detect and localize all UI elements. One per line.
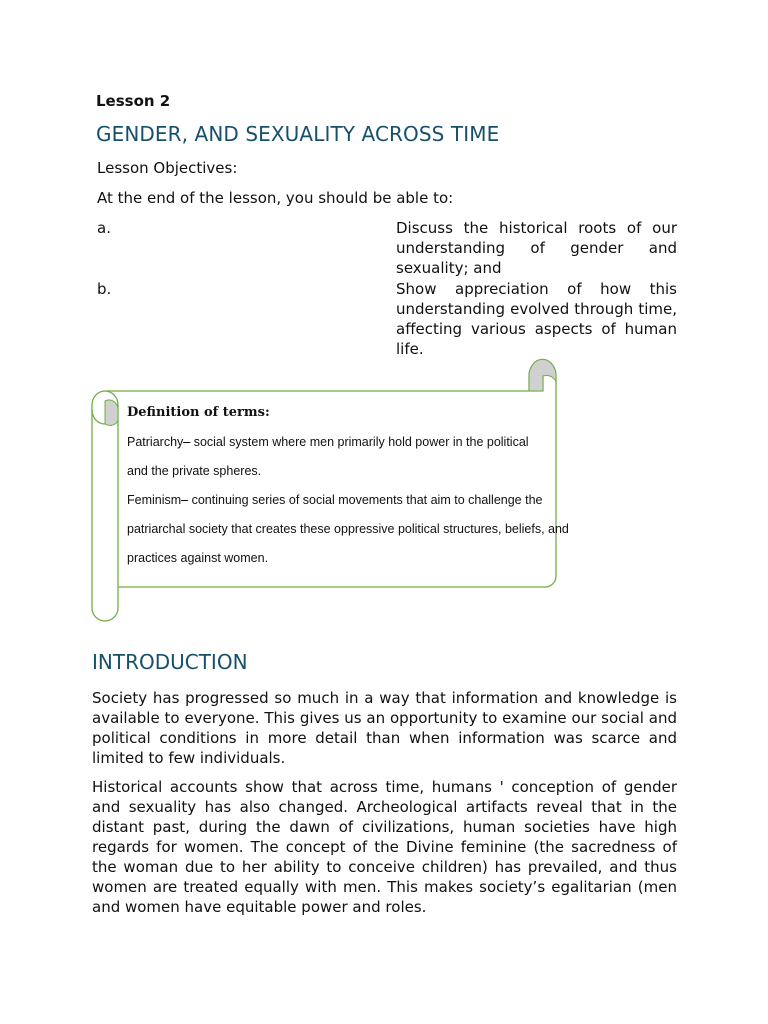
- lesson-label: Lesson 2: [96, 92, 171, 110]
- introduction-heading: INTRODUCTION: [92, 650, 248, 674]
- feminism-definition-line-2: patriarchal society that creates these oppressive political structures, beliefs, and: [127, 522, 569, 536]
- objective-b-text: Show appreciation of how this understanding evolved through time, affecting various aspects of human life.: [396, 280, 677, 358]
- introduction-paragraph-1: Society has progressed so much in a way that information and knowledge is available to everyone. This gives us an opportunity to examine our social and political conditions in more detail than when information was scarce and limited to few individuals.: [92, 689, 677, 767]
- patriarchy-dash: –: [183, 435, 191, 449]
- patriarchy-term: Patriarchy: [127, 435, 184, 449]
- feminism-definition-line-1: [127, 493, 542, 507]
- objectives-intro: At the end of the lesson, you should be able to:: [97, 189, 454, 207]
- patriarchy-definition-line-1: [127, 435, 529, 449]
- feminism-definition-line-3: practices against women.: [127, 551, 269, 565]
- objective-b-letter: b.: [97, 280, 112, 298]
- objective-a-letter: a.: [97, 219, 111, 237]
- definition-title: Definition of terms:: [127, 405, 270, 420]
- feminism-dash: –: [181, 493, 189, 507]
- introduction-paragraph-2: Historical accounts show that across time, humans ' conception of gender and sexuality has also changed. Archeological artifacts reveal that in the distant past, during the dawn of civilizations, human societies have high regards for women. The concept of the Divine feminine (the sacredness of the woman due to her ability to conceive children) has prevailed, and thus women are treated equally with men. This makes society’s egalitarian (men and women have equitable power and roles.: [92, 778, 677, 916]
- patriarchy-definition-line-2: and the private spheres.: [127, 464, 262, 478]
- objectives-heading: Lesson Objectives:: [97, 159, 238, 177]
- patriarchy-text: social system where men primarily hold power in the political: [190, 435, 529, 449]
- lesson-title: GENDER, AND SEXUALITY ACROSS TIME: [96, 122, 500, 146]
- feminism-text: continuing series of social movements that aim to challenge the: [188, 493, 543, 507]
- feminism-term: Feminism: [127, 493, 182, 507]
- objective-a-text: Discuss the historical roots of our understanding of gender and sexuality; and: [396, 219, 677, 277]
